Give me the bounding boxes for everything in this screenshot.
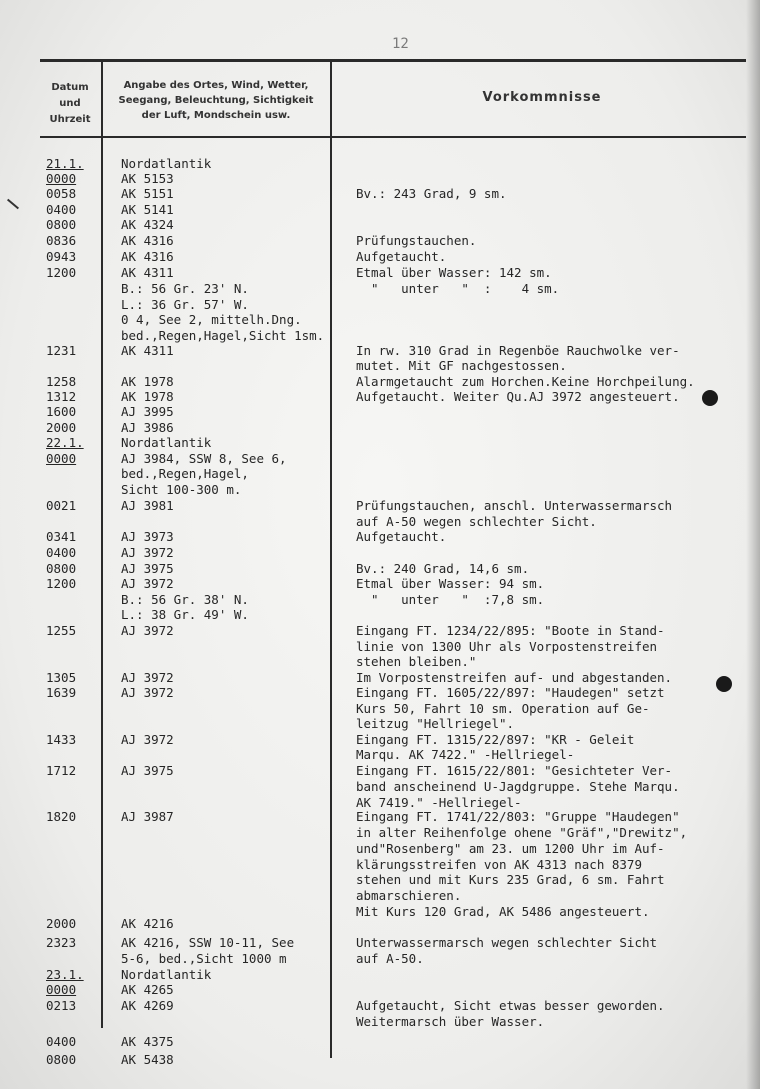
log-row — [0, 841, 760, 857]
entry-event: abmarschieren. — [356, 888, 462, 903]
entry-event: Eingang FT. 1315/22/897: "KR - Geleit — [356, 732, 635, 747]
header-location-weather — [106, 78, 326, 123]
log-row — [0, 420, 760, 436]
log-row — [0, 716, 760, 732]
log-row — [0, 825, 760, 841]
entry-position: AK 1978 — [121, 374, 174, 389]
log-row — [0, 328, 760, 344]
log-row — [0, 576, 760, 592]
entry-time: 0836 — [46, 233, 77, 248]
entry-position: AJ 3981 — [121, 498, 174, 513]
entry-event: Aufgetaucht. — [356, 529, 447, 544]
entry-event: mutet. Mit GF nachgestossen. — [356, 358, 567, 373]
entry-position: L.: 36 Gr. 57' W. — [121, 297, 249, 312]
entry-event: Etmal über Wasser: 142 sm. — [356, 265, 552, 280]
entry-time: 0400 — [46, 1034, 77, 1049]
log-row — [0, 685, 760, 701]
entry-position: AK 4216 — [121, 916, 174, 931]
entry-event: und"Rosenberg" am 23. um 1200 Uhr im Auf- — [356, 841, 665, 856]
entry-position: AK 4311 — [121, 265, 174, 280]
log-row — [0, 1034, 760, 1050]
log-row — [0, 233, 760, 249]
entry-position: Nordatlantik — [121, 967, 212, 982]
header-date-line-3: Uhrzeit — [49, 114, 91, 125]
header-date-line-2: und — [59, 98, 81, 109]
log-row — [0, 202, 760, 218]
entry-time: 0000 — [46, 982, 77, 997]
entry-event: Eingang FT. 1605/22/897: "Haudegen" setzt — [356, 685, 665, 700]
entry-event: Kurs 50, Fahrt 10 sm. Operation auf Ge- — [356, 701, 650, 716]
entry-event: stehen bleiben." — [356, 654, 477, 669]
entry-event: Eingang FT. 1615/22/801: "Gesichteter Ver- — [356, 763, 673, 778]
entry-event: Prüfungstauchen. — [356, 233, 477, 248]
log-row — [0, 592, 760, 608]
entry-time: 0943 — [46, 249, 77, 264]
entry-position: B.: 56 Gr. 38' N. — [121, 592, 249, 607]
entry-position: AJ 3972 — [121, 685, 174, 700]
entry-event: Bv.: 240 Grad, 14,6 sm. — [356, 561, 530, 576]
entry-position: AK 5153 — [121, 171, 174, 186]
entry-time: 0800 — [46, 1052, 77, 1067]
entry-position: AK 4216, SSW 10-11, See — [121, 935, 295, 950]
entry-position: AJ 3984, SSW 8, See 6, — [121, 451, 287, 466]
top-rule — [40, 59, 746, 62]
entry-time: 0213 — [46, 998, 77, 1013]
entry-event: auf A-50. — [356, 951, 424, 966]
entry-event: Bv.: 243 Grad, 9 sm. — [356, 186, 507, 201]
entry-event: " unter " :7,8 sm. — [356, 592, 545, 607]
entry-position: AK 5141 — [121, 202, 174, 217]
page-number: 12 — [392, 36, 409, 52]
entry-event: Prüfungstauchen, anschl. Unterwassermarsch — [356, 498, 673, 513]
entry-event: Im Vorpostenstreifen auf- und abgestanden. — [356, 670, 673, 685]
entry-position: bed.,Regen,Hagel,Sicht 1sm. — [121, 328, 325, 343]
log-row — [0, 967, 760, 983]
log-row — [0, 888, 760, 904]
entry-event: AK 7419." -Hellriegel- — [356, 795, 522, 810]
entry-time: 0341 — [46, 529, 77, 544]
entry-position: AK 4324 — [121, 217, 174, 232]
log-row — [0, 654, 760, 670]
entry-time: 2323 — [46, 935, 77, 950]
log-row — [0, 951, 760, 967]
entry-position: AJ 3972 — [121, 545, 174, 560]
entry-event: stehen und mit Kurs 235 Grad, 6 sm. Fahrt — [356, 872, 665, 887]
log-row — [0, 186, 760, 202]
header-date-line-1: Datum — [51, 82, 89, 93]
entry-event: band anscheinend U-Jagdgruppe. Stehe Marqu. — [356, 779, 680, 794]
entry-position: AJ 3972 — [121, 732, 174, 747]
entry-position: 0 4, See 2, mittelh.Dng. — [121, 312, 302, 327]
entry-time: 0000 — [46, 171, 77, 186]
entry-event: leitzug "Hellriegel". — [356, 716, 515, 731]
log-row — [0, 857, 760, 873]
entry-position: AJ 3973 — [121, 529, 174, 544]
log-row — [0, 1014, 760, 1030]
log-row — [0, 482, 760, 498]
entry-time: 1433 — [46, 732, 77, 747]
entry-position: AJ 3975 — [121, 763, 174, 778]
header-location-line-2: Seegang, Beleuchtung, Sichtigkeit — [118, 95, 314, 106]
entry-time: 1200 — [46, 576, 77, 591]
log-row — [0, 763, 760, 779]
entry-time: 1600 — [46, 404, 77, 419]
entry-position: AJ 3975 — [121, 561, 174, 576]
entry-time: 0800 — [46, 561, 77, 576]
entry-time: 1712 — [46, 763, 77, 778]
entry-time: 23.1. — [46, 967, 84, 982]
log-row — [0, 701, 760, 717]
log-row — [0, 935, 760, 951]
entry-position: Sicht 100-300 m. — [121, 482, 242, 497]
entry-position: AK 4269 — [121, 998, 174, 1013]
entry-event: Eingang FT. 1741/22/803: "Gruppe "Haudegen" — [356, 809, 680, 824]
log-row — [0, 249, 760, 265]
entry-position: L.: 38 Gr. 49' W. — [121, 607, 249, 622]
entry-position: AJ 3986 — [121, 420, 174, 435]
entry-position: Nordatlantik — [121, 435, 212, 450]
log-row — [0, 343, 760, 359]
entry-time: 0000 — [46, 451, 77, 466]
log-row — [0, 156, 760, 172]
entry-event: Unterwassermarsch wegen schlechter Sicht — [356, 935, 658, 950]
header-rule — [40, 136, 746, 138]
entry-event: linie von 1300 Uhr als Vorpostenstreifen — [356, 639, 658, 654]
entry-event: In rw. 310 Grad in Regenböe Rauchwolke ver- — [356, 343, 680, 358]
entry-time: 1639 — [46, 685, 77, 700]
log-row — [0, 435, 760, 451]
log-row — [0, 529, 760, 545]
entry-time: 0800 — [46, 217, 77, 232]
entry-event: Eingang FT. 1234/22/895: "Boote in Stand- — [356, 623, 665, 638]
entry-position: 5-6, bed.,Sicht 1000 m — [121, 951, 287, 966]
entry-event: Weitermarsch über Wasser. — [356, 1014, 545, 1029]
entry-time: 1305 — [46, 670, 77, 685]
log-row — [0, 297, 760, 313]
entry-time: 1258 — [46, 374, 77, 389]
entry-time: 0021 — [46, 498, 77, 513]
log-row — [0, 670, 760, 686]
log-row — [0, 639, 760, 655]
entry-position: AK 5151 — [121, 186, 174, 201]
log-row — [0, 561, 760, 577]
log-row — [0, 358, 760, 374]
entry-event: klärungsstreifen von AK 4313 nach 8379 — [356, 857, 642, 872]
entry-position: AK 4316 — [121, 233, 174, 248]
header-location-line-3: der Luft, Mondschein usw. — [141, 110, 291, 121]
entry-time: 22.1. — [46, 435, 84, 450]
entry-event: in alter Reihenfolge ohene "Gräf","Drewitz", — [356, 825, 688, 840]
entry-position: AK 5438 — [121, 1052, 174, 1067]
log-row — [0, 514, 760, 530]
log-row — [0, 498, 760, 514]
entry-event: Aufgetaucht. — [356, 249, 447, 264]
log-row — [0, 389, 760, 405]
entry-event: Aufgetaucht. Weiter Qu.AJ 3972 angesteuert. — [356, 389, 680, 404]
log-row — [0, 374, 760, 390]
header-date-time — [40, 80, 100, 128]
log-row — [0, 1052, 760, 1068]
entry-event: Aufgetaucht, Sicht etwas besser geworden. — [356, 998, 665, 1013]
entry-position: bed.,Regen,Hagel, — [121, 466, 249, 481]
log-row — [0, 312, 760, 328]
log-row — [0, 466, 760, 482]
log-row — [0, 265, 760, 281]
entry-position: AJ 3972 — [121, 623, 174, 638]
entry-time: 0400 — [46, 202, 77, 217]
entry-time: 2000 — [46, 420, 77, 435]
entry-position: AK 4316 — [121, 249, 174, 264]
log-row — [0, 451, 760, 467]
entry-time: 21.1. — [46, 156, 84, 171]
log-row — [0, 916, 760, 932]
entry-time: 0058 — [46, 186, 77, 201]
ink-blot — [702, 390, 718, 406]
entry-position: AJ 3987 — [121, 809, 174, 824]
entry-event: Marqu. AK 7422." -Hellriegel- — [356, 747, 575, 762]
log-row — [0, 607, 760, 623]
entry-position: AK 4375 — [121, 1034, 174, 1049]
entry-time: 2000 — [46, 916, 77, 931]
entry-time: 0400 — [46, 545, 77, 560]
header-events: Vorkommnisse — [482, 90, 602, 105]
entry-position: AJ 3995 — [121, 404, 174, 419]
entry-position: AK 4265 — [121, 982, 174, 997]
header-location-line-1: Angabe des Ortes, Wind, Wetter, — [123, 80, 309, 91]
entry-position: AJ 3972 — [121, 670, 174, 685]
entry-position: AK 4311 — [121, 343, 174, 358]
entry-event: " unter " : 4 sm. — [356, 281, 560, 296]
log-row — [0, 809, 760, 825]
entry-time: 1231 — [46, 343, 77, 358]
entry-event: auf A-50 wegen schlechter Sicht. — [356, 514, 597, 529]
entry-position: AJ 3972 — [121, 576, 174, 591]
log-row — [0, 872, 760, 888]
entry-time: 1200 — [46, 265, 77, 280]
entry-event: Etmal über Wasser: 94 sm. — [356, 576, 545, 591]
log-row — [0, 281, 760, 297]
log-row — [0, 779, 760, 795]
log-row — [0, 171, 760, 187]
entry-event: Alarmgetaucht zum Horchen.Keine Horchpeilung. — [356, 374, 695, 389]
entry-position: B.: 56 Gr. 23' N. — [121, 281, 249, 296]
log-row — [0, 545, 760, 561]
entry-time: 1255 — [46, 623, 77, 638]
log-row — [0, 747, 760, 763]
entry-position: Nordatlantik — [121, 156, 212, 171]
entry-event: Mit Kurs 120 Grad, AK 5486 angesteuert. — [356, 904, 650, 919]
entry-position: AK 1978 — [121, 389, 174, 404]
log-row — [0, 404, 760, 420]
ink-blot — [716, 676, 732, 692]
log-row — [0, 217, 760, 233]
entry-time: 1312 — [46, 389, 77, 404]
log-row — [0, 623, 760, 639]
log-row — [0, 732, 760, 748]
entry-time: 1820 — [46, 809, 77, 824]
log-row — [0, 998, 760, 1014]
log-row — [0, 982, 760, 998]
